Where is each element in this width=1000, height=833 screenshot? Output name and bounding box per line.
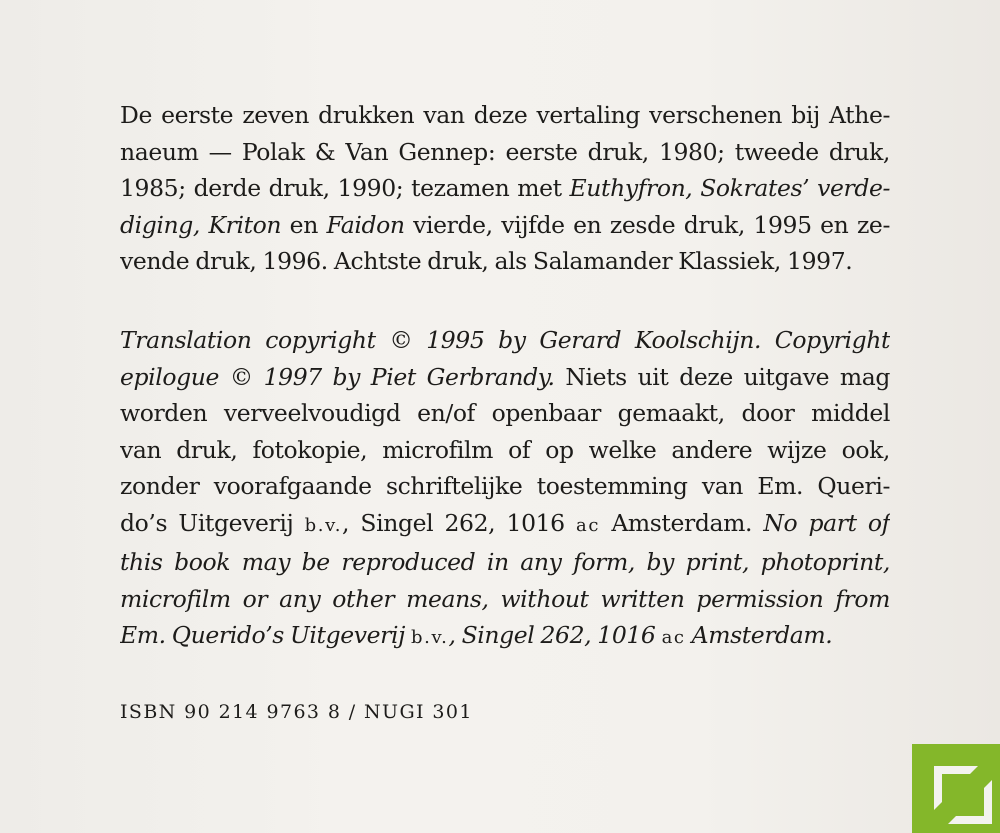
text-line: 1985; derde druk, 1990; tezamen met Euthyfron, Sokrates’ verde- <box>120 174 890 202</box>
text-line: this book may be reproduced in any form, by print, photoprint, <box>120 548 890 576</box>
text-line: naeum — Polak & Van Gennep: eerste druk, 1980; tweede druk, <box>120 137 890 166</box>
text-line: van druk, fotokopie, microfilm of op welke andere wijze ook, <box>120 435 890 464</box>
text-line: Translation copyright © 1995 by Gerard Koolschijn. Copyright <box>120 326 890 354</box>
text-line: epilogue © 1997 by Piet Gerbrandy. Niets uit deze uitgave mag <box>120 362 890 391</box>
watermark-logo-icon <box>912 744 1000 833</box>
copyright-paragraph <box>120 322 890 657</box>
text-line: diging, Kriton en Faidon vierde, vijfde en zesde druk, 1995 en ze- <box>120 210 890 239</box>
text-line: zonder voorafgaande schriftelijke toestemming van Em. Queri- <box>120 472 890 500</box>
text-line: worden verveelvoudigd en/of openbaar gemaakt, door middel <box>120 399 890 427</box>
text-line: do’s Uitgeverij b.v., Singel 262, 1016 ac Amsterdam. No part of <box>120 508 890 537</box>
edition-history-paragraph <box>120 97 890 280</box>
text-line: microfilm or any other means, without written permission from <box>120 584 890 613</box>
text-line: vende druk, 1996. Achtste druk, als Salamander Klassiek, 1997. <box>120 247 853 275</box>
text-line: De eerste zeven drukken van deze vertaling verschenen bij Athe- <box>120 101 890 129</box>
text-line: Em. Querido’s Uitgeverij b.v., Singel 262, 1016 ac Amsterdam. <box>120 621 833 649</box>
isbn-line: ISBN 90 214 9763 8 / NUGI 301 <box>120 701 473 723</box>
